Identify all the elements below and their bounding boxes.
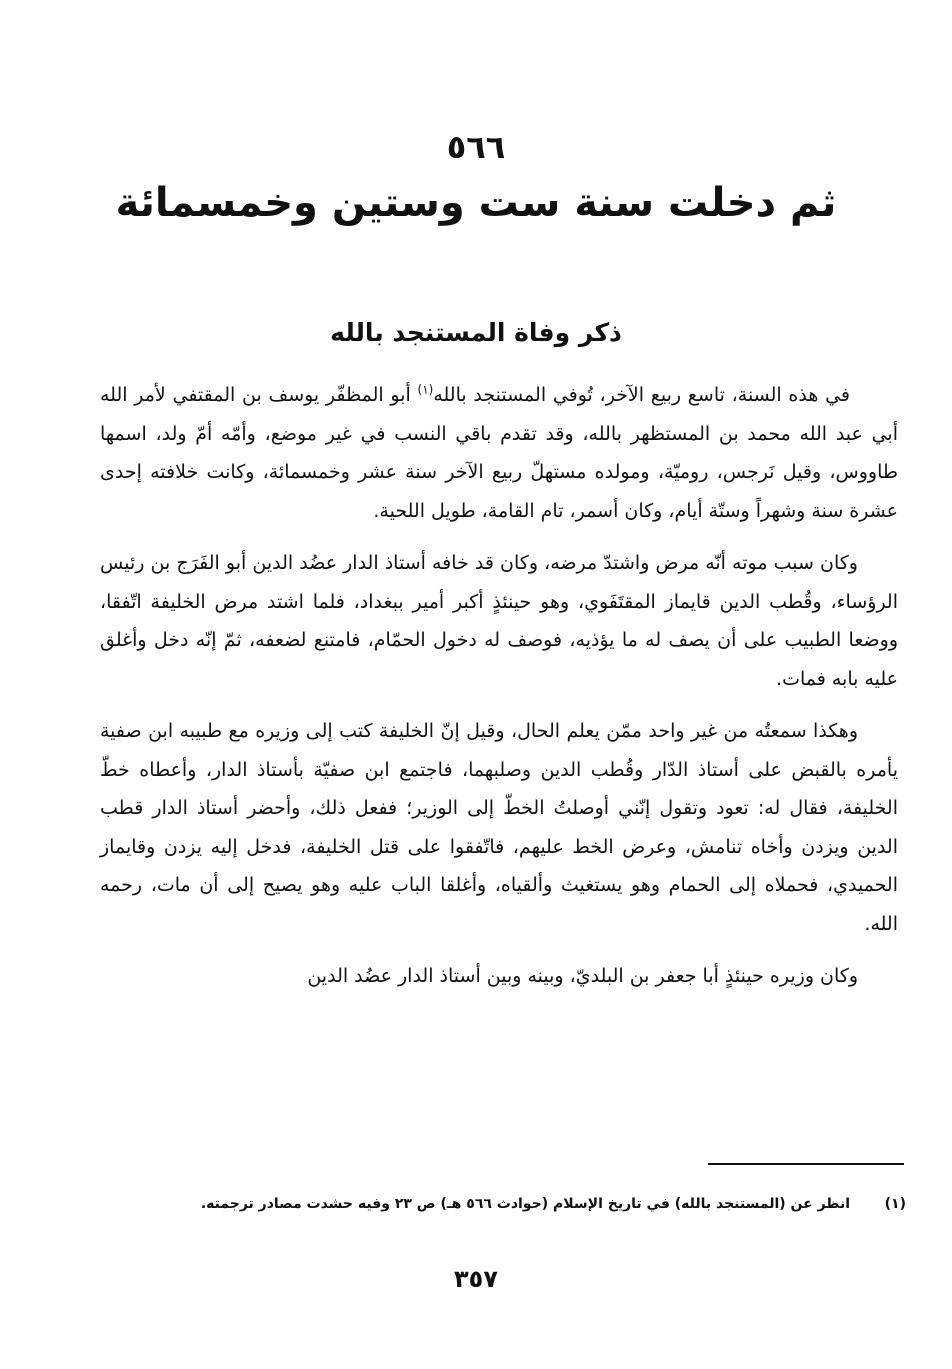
- body-text: [100, 376, 898, 1010]
- footnote: [100, 1192, 906, 1216]
- paragraph-1: [100, 376, 898, 530]
- paragraph-4: وكان وزيره حينئذٍ أبا جعفر بن البلديّ، وبينه وبين أستاذ الدار عضُد الدين: [307, 965, 858, 987]
- paragraph-1-part-b: أبو المظفّر يوسف بن المقتفي لأمر الله أبي عبد الله محمد بن المستظهر بالله، وقد تقدم باقي النسب في غير موضع، وأمّه أمّ ولد، اسمها طاووس، وقيل نَرجس، روميّة، ومولده مستهلّ ربيع الآخر سنة عشر وخمسمائة، وكانت خلافته إحدى عشرة سنة وشهراً وستّة أيام، وكان أسمر، تام القامة، طويل اللحية.: [100, 384, 898, 522]
- footnote-reference: (١): [417, 382, 434, 397]
- section-heading: ذكر وفاة المستنجد بالله: [330, 318, 622, 347]
- footnote-text: انظر عن (المستنجد بالله) في تاريخ الإسلام (حوادث ٥٦٦ هـ) ص ٢٣ وفيه حشدت مصادر ترجمته.: [200, 1196, 850, 1212]
- year-number: ٥٦٦: [446, 128, 506, 166]
- paragraph-1-part-a: في هذه السنة، تاسع ربيع الآخر، تُوفي المستنجد بالله: [433, 384, 850, 406]
- chapter-title: ثم دخلت سنة ست وستين وخمسمائة: [115, 180, 837, 226]
- footnote-divider: [708, 1163, 904, 1165]
- paragraph-3: وهكذا سمعتُه من غير واحد ممّن يعلم الحال، وقيل إنّ الخليفة كتب إلى وزيره مع طبيبه ابن صفية يأمره بالقبض على أستاذ الدّار وقُطب الدين وصلبهما، فاجتمع ابن صفيّة بأستاذ الدار، وأعطاه خطّ الخليفة، فقال له: تعود وتقول إنّني أوصلتُ الخطّ إلى الوزير؛ ففعل ذلك، وأحضر أستاذ الدار قطب الدين ويزدن وأخاه تنامش، وعرض الخط عليهم، فاتّفقوا على قتل الخليفة، فدخل إليه يزدن وقايماز الحميدي، فحملاه إلى الحمام وهو يستغيث وألقياه، وأغلقا الباب عليه وهو يصيح إلى أن مات، رحمه الله.: [100, 720, 898, 935]
- footnote-marker: (١): [884, 1196, 906, 1212]
- paragraph-2: وكان سبب موته أنّه مرض واشتدّ مرضه، وكان قد خافه أستاذ الدار عضُد الدين أبو الفَرَج بن رئيس الرؤساء، وقُطب الدين قايماز المقتَفَوي، وهو حينئذٍ أكبر أمير ببغداد، فلما اشتد مرض الخليفة اتّفقا، ووضعا الطبيب على أن يصف له ما يؤذيه، فوصف له دخول الحمّام، فامتنع لضعفه، ثمّ إنّه دخل وأغلق عليه بابه فمات.: [100, 552, 898, 690]
- page-number: ٣٥٧: [454, 1265, 498, 1293]
